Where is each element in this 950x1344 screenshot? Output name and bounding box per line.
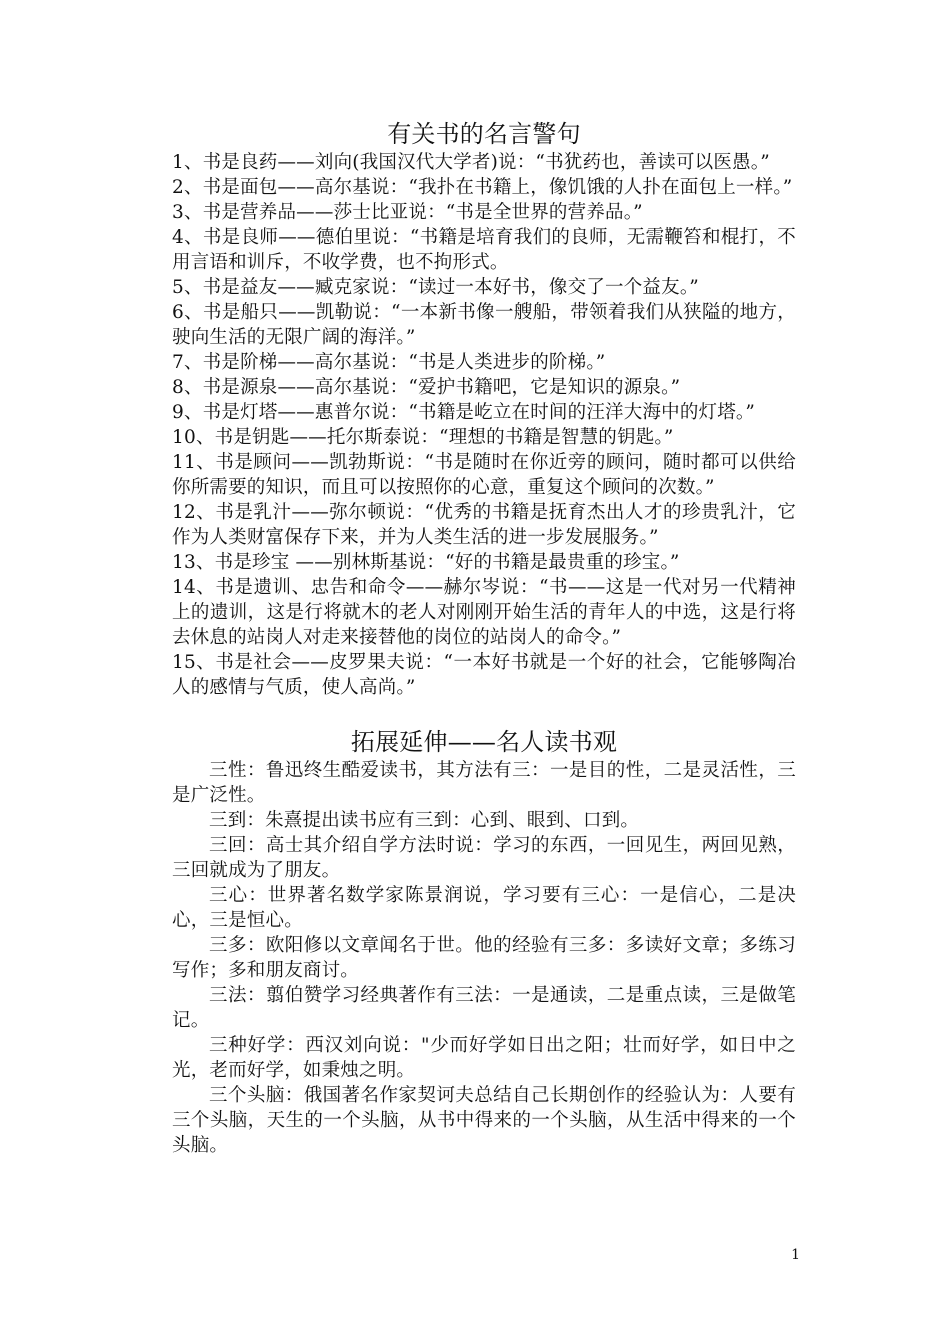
paragraph: 三到：朱熹提出读书应有三到：心到、眼到、口到。 [209,810,640,831]
paragraph: 三性：鲁迅终生酷爱读书，其方法有三：一是目的性，二是灵活性，三是广泛性。 [172,760,796,806]
paragraph: 三心：世界著名数学家陈景润说，学习要有三心：一是信心，二是决心，三是恒心。 [172,885,796,931]
paragraph: 三多：欧阳修以文章闻名于世。他的经验有三多：多读好文章；多练习写作；多和朋友商讨。 [172,935,796,981]
quote-item: 4、书是良师——德伯里说：“书籍是培育我们的良师，无需鞭笞和棍打，不用言语和训斥，不收学费，也不拘形式。 [172,227,796,273]
page-title: 有关书的名言警句 [387,120,581,148]
quotes-list [172,150,796,700]
paragraph: 三个头脑：俄国著名作家契诃夫总结自己长期创作的经验认为：人要有三个头脑，天生的一个头脑，从书中得来的一个头脑，从生活中得来的一个头脑。 [172,1085,796,1156]
page-content [172,118,796,1158]
quote-item: 12、书是乳汁——弥尔顿说：“优秀的书籍是抚育杰出人才的珍贵乳汁，它作为人类财富保存下来，并为人类生活的进一步发展服务。” [172,502,796,548]
page-number: 1 [791,1247,800,1263]
quote-item: 7、书是阶梯——高尔基说：“书是人类进步的阶梯。” [172,352,606,373]
quote-item: 11、书是顾问——凯勃斯说：“书是随时在你近旁的顾问，随时都可以供给你所需要的知识，而且可以按照你的心意，重复这个顾问的次数。” [172,452,796,498]
quote-item: 14、书是遗训、忠告和命令——赫尔岑说：“书——这是一代对另一代精神上的遗训，这是行将就木的老人对刚刚开始生活的青年人的中选，这是行将去休息的站岗人对走来接替他的岗位的站岗人的命令。” [172,577,796,648]
paragraph: 三种好学：西汉刘向说："少而好学如日出之阳；壮而好学，如日中之光，老而好学，如秉烛之明。 [172,1035,796,1081]
quote-item: 1、书是良药——刘向(我国汉代大学者)说：“书犹药也，善读可以医愚。” [172,152,770,173]
quote-item: 9、书是灯塔——惠普尔说：“书籍是屹立在时间的汪洋大海中的灯塔。” [172,402,756,423]
quote-item: 5、书是益友——臧克家说：“读过一本好书，像交了一个益友。” [172,277,699,298]
quote-item: 6、书是船只——凯勒说：“一本新书像一艘船，带领着我们从狭隘的地方，驶向生活的无限广阔的海洋。” [172,302,796,348]
quote-item: 3、书是营养品——莎士比亚说：“书是全世界的营养品。” [172,202,643,223]
quote-item: 2、书是面包——高尔基说：“我扑在书籍上，像饥饿的人扑在面包上一样。” [172,177,793,198]
paragraph: 三回：高士其介绍自学方法时说：学习的东西，一回见生，两回见熟，三回就成为了朋友。 [172,835,796,881]
paragraph: 三法：翦伯赞学习经典著作有三法：一是通读，二是重点读，三是做笔记。 [172,985,796,1031]
quote-item: 8、书是源泉——高尔基说：“爱护书籍吧，它是知识的源泉。” [172,377,681,398]
quote-item: 10、书是钥匙——托尔斯泰说：“理想的书籍是智慧的钥匙。” [172,427,674,448]
section-title: 拓展延伸——名人读书观 [350,728,618,756]
reading-views-list [172,758,796,1158]
quote-item: 15、书是社会——皮罗果夫说：“一本好书就是一个好的社会，它能够陶冶人的感情与气质，使人高尚。” [172,652,796,698]
quote-item: 13、书是珍宝 ——别林斯基说：“好的书籍是最贵重的珍宝。” [172,552,680,573]
